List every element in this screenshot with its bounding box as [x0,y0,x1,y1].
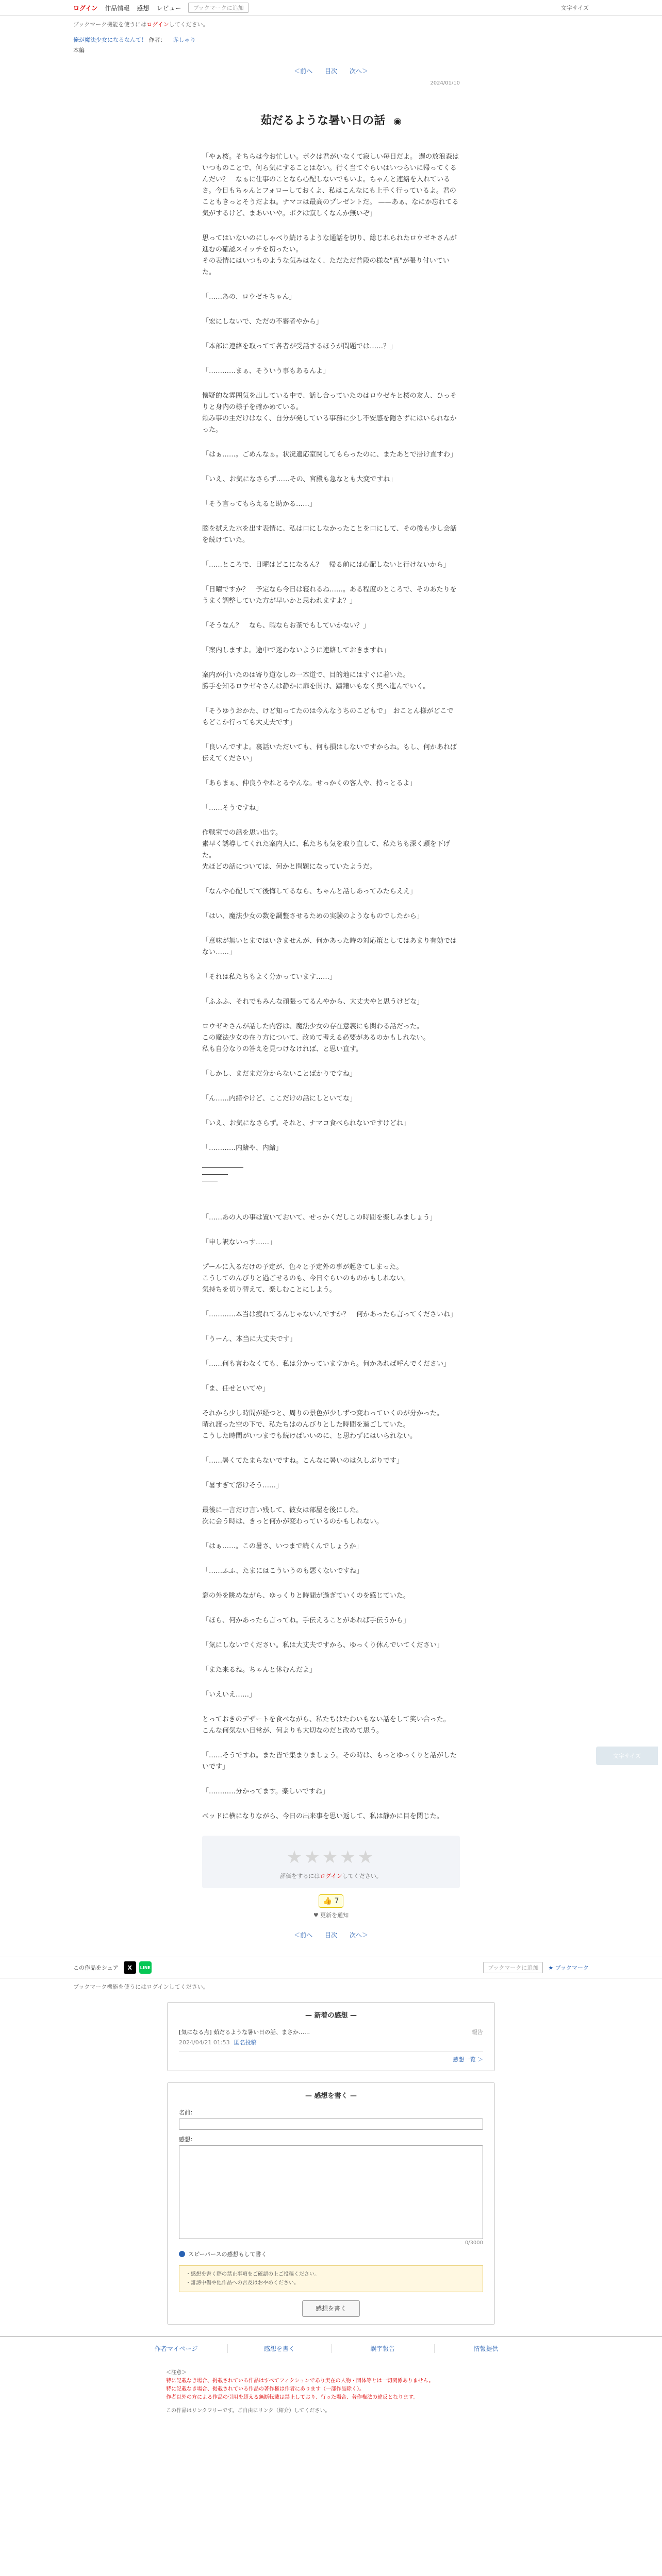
star-icon: ★ [304,1847,322,1868]
review-list-box [167,2002,495,2071]
story-paragraph: 「うーん、本当に大丈夫です」 [202,1335,296,1343]
episode-mark-icon: ◉ [393,116,402,127]
name-label: 名前： [179,2109,196,2116]
story-paragraph: 「はい、魔法少女の数を調整させるための実験のようなものでしたから」 [202,912,424,920]
disclaimer-line: 特に記載なき場合、掲載されている作品はすべてフィクションであり実在の人物・団体等とは一切関係ありません。 [166,2378,434,2384]
notice-login-link[interactable]: ログイン [146,21,169,28]
story-paragraph: 「そうなん？ なら、暇ならお茶でもしていかない？」 [202,622,370,630]
footer-typo-report[interactable]: 誤字報告 [332,2344,435,2353]
reviewer-link[interactable]: 匿名投稿 [234,2039,257,2046]
main-content [202,80,460,1939]
story-paragraph: 「暑すぎて溶けそう……」 [202,1482,283,1489]
story-paragraph: 「ほら、何かあったら言ってね。手伝えることがあれば手伝うから」 [202,1617,410,1624]
disclaimer-line: 特に記載なき場合、掲載されている作品の著作権は作者にあります（一部作品除く）。 [166,2386,365,2392]
story-paragraph: 脳を拭えた水を出す表情に、私は口にしなかったことを口にして、その後も少し会話を続けていた。 [202,525,457,544]
chapter-label: 本編 [73,47,85,54]
story-paragraph: 作戦室での話を思い出す。 素早く誘導してくれた案内人に、私たちも気を取り直して、私たちも深く頭を下げた。 先ほどの話については、何かと問題になっていたようだ。 [202,829,450,871]
toc-link[interactable]: 目次 [324,1931,337,1939]
review-warning: ・感想を書く際の禁止事項をご確認の上ご投稿ください。 ・誹謗中傷や他作品への言及はおやめください。 [179,2265,483,2292]
review-meta: 2024/04/21 01:53 匿名投稿 [179,2039,257,2046]
story-paragraph: 懐疑的な雰囲気を出している中で、話し合っていたのはロウゼキと桜の友人、ひっそりと身内の様子を確かめている。 頼み事の主だけはなく、自分が発している事務に少し不安感を隠さずにはいられなかった。 [202,392,457,434]
story-paragraph: 「しかし、まだまだ分からないことばかりですね」 [202,1070,357,1078]
story-paragraph: ロウゼキさんが話した内容は、魔法少女の存在意義にも関わる話だった。 この魔法少女の在り方について、改めて考える必要があるのかもしれない。 私も自分なりの答えを見つけなければ、と思い直す。 [202,1023,430,1053]
story-paragraph: 「……あの人の事は置いておいて、せっかくだしこの時間を楽しみましょう」 [202,1214,437,1222]
toc-link[interactable]: 目次 [324,67,337,75]
side-float-button[interactable]: 文字サイズ [596,1747,658,1765]
story-paragraph: 「意味が無いとまではいきませんが、何かあった時の対応策としてはあまり有効ではない……」 [202,937,457,956]
notice-text: ブックマーク機能を使うには [73,21,147,28]
story-paragraph: プールに入るだけの予定が、色々と予定外の事が起きてしまった。 こうしてのんびりと過ごせるのも、今日ぐらいのものかもしれない。 気持ちを切り替えて、楽しむことにしよう。 [202,1263,410,1294]
story-paragraph: 「日曜ですか？ 予定なら今日は寝れるね……。ある程度のところで、そのあたりをうまく調整していた方が早いかと思われますよ？」 [202,586,457,605]
story-paragraph: 「本部に連絡を取ってて各者が受話するほうが問題では……？」 [202,343,397,350]
thumb-icon: 👍 [323,1897,333,1905]
bookmark-link[interactable]: ★ ブックマーク [548,1964,589,1971]
nav-work-info[interactable]: 作品情報 [105,4,130,12]
bookmark-notice-2: ブックマーク機能を使うにはログインしてください。 [73,1984,209,1990]
nav-review-list[interactable]: レビュー [156,4,181,12]
story-paragraph: 最後に一言だけ言い残して、彼女は部屋を後にした。 次に会う時は、きっと何かが変わっているのかもしれない。 [202,1506,383,1526]
story-body-2 [202,1212,460,1822]
next-link[interactable]: 次へ＞ [349,1931,368,1939]
prev-link[interactable]: ＜前へ [294,67,313,75]
rating-stars[interactable] [202,1847,460,1868]
login-link[interactable]: ログイン [73,4,98,12]
story-paragraph: 「いえいえ……」 [202,1691,256,1699]
separator [202,1174,228,1175]
story-paragraph: 「……そうですね。また皆で集まりましょう。その時は、もっとゆっくりと話がしたいです」 [202,1752,457,1771]
spoiler-check[interactable]: スピーパースの感想もして書く [179,2250,483,2258]
bookmark-notice [73,20,589,28]
footer-info[interactable]: 情報提供 [473,2345,499,2352]
story-paragraph: 「気にしないでください。私は大丈夫ですから、ゆっくり休んでいてください」 [202,1641,443,1649]
name-input[interactable] [179,2119,483,2130]
story-paragraph: 「…………分かってます。楽しいですね」 [202,1788,329,1795]
story-paragraph: 「それは私たちもよく分かっています……」 [202,973,337,981]
post-date: 2024/01/10 [430,80,460,86]
story-paragraph: 窓の外を眺めながら、ゆっくりと時間が過ぎていくのを感じていた。 [202,1592,410,1600]
review-text: [気になる点] 茹だるような暑い日の話、まさか…… [179,2029,310,2036]
footer-nav [0,2336,662,2360]
footer-write-review[interactable]: 感想を書く [228,2344,331,2353]
story-paragraph: ベッドに横になりながら、今日の出来事を思い返して、私は静かに目を閉じた。 [202,1812,443,1820]
top-bar [0,0,662,16]
next-link[interactable]: 次へ＞ [349,67,368,75]
disclaimer-tail: この作品はリンクフリーです。ご自由にリンク（紹介）してください。 [166,2408,330,2414]
review-form [167,2082,495,2325]
story-paragraph: 「……ところで、日曜はどこになるん？ 帰る前には心配しないと行けないから」 [202,561,450,569]
story-paragraph: 「良いんですよ。裏話いただいても、何も損はしないですからね。もし、何かあれば伝えてください」 [202,743,457,762]
line-share-icon[interactable]: LINE [139,1961,152,1974]
review-more-link[interactable]: 感想一覧 ＞ [453,2056,483,2063]
story-paragraph: 「…………内緒や、内緒」 [202,1144,283,1152]
story-paragraph: 「……何も言わなくても、私は分かっていますから。何かあれば呼んでください」 [202,1360,451,1368]
story-paragraph: 「はぁ……。この暑さ、いつまで続くんでしょうか」 [202,1543,363,1550]
story-paragraph: とっておきのデザートを食べながら、私たちはたわいもない話をして笑い合った。 こんな何気ない日常が、何よりも大切なのだと改めて思う。 [202,1716,450,1735]
story-body [202,151,460,1154]
prev-link[interactable]: ＜前へ [294,1931,313,1939]
episode-title: 茹だるような暑い日の話 ◉ [260,114,402,127]
story-paragraph: 「ん……内緒やけど、ここだけの話にしといてな」 [202,1095,357,1103]
story-paragraph: 「そう言ってもらえると助かる……」 [202,500,317,508]
story-paragraph: 「やぁ桜。そちらは今お忙しい。ボクは君がいなくて寂しい毎日だよ。 遅の放浪森はいつものことで、何ら気にすることはない。行く当てぐらいはいつらいに帰ってくるんだい？ なぁに仕事のことなら心配しないでもいよ。ちゃんと連絡を入れているさ。今日もちゃんとフォローしておくよ、私はこんなにも上手く行っているよ。君のこともきっとそうだよね。ナマコは最高のプレゼントだ。 ——あぁ、なにか忘れてる気がするけど、まあいいや。ボクは寂しくなんか無いぞ」 [202,153,459,217]
bookmark-add-button[interactable]: ブックマークに追加 [483,1962,543,1973]
char-counter: 0/3000 [465,2240,483,2246]
story-paragraph: 「…………本当は疲れてるんじゃないんですか？ 何かあったら言ってくださいね」 [202,1311,457,1318]
series-info [73,36,589,54]
rating-box [202,1836,460,1888]
notice-text-after: してください。 [169,21,209,28]
story-paragraph: 思ってはいないのにしゃべり続けるような通話を切り、総じれられたロウゼキさんが進むの確認スイッチを切ったい。 その表情にはいつものような気みはなく、ただただ普段の様な"真"が張り付いていた。 [202,234,457,276]
star-icon: ★ [286,1847,305,1868]
top-pager [0,66,662,75]
submit-review-button[interactable]: 感想を書く [302,2300,360,2317]
author-link[interactable]: 赤しゃり [173,37,196,43]
story-paragraph: 「……そうですね」 [202,804,263,812]
x-share-icon[interactable]: X [124,1961,136,1974]
star-icon: ★ [340,1847,358,1868]
story-paragraph: それから少し時間が経つと、周りの景色が少しずつ変わっていくのが分かった。 晴れ渡った空の下で、私たちはのんびりとした時間を過ごしていた。 こうした時間がいつまでも続けばいいのに、と思わずにはいられない。 [202,1410,443,1440]
story-paragraph: 「あらまぁ、仲良うやれとるやんな。せっかくの客人や、持っとるよ」 [202,779,417,787]
disclaimer-line: 作者以外の方による作品の引用を超える無断転載は禁止しており、行った場合、著作権法の違反となります。 [166,2395,419,2400]
review-textarea[interactable] [179,2145,483,2239]
disclaimer [166,2369,496,2415]
bookmark-button[interactable]: ブックマークに追加 [188,3,248,13]
body-label: 感想： [179,2136,196,2143]
bottom-pager [202,1930,460,1939]
font-size-setting[interactable]: 文字サイズ [560,5,589,11]
notify-link[interactable]: ♥ 更新を通知 [313,1912,349,1919]
nav-reviews[interactable]: 感想 [137,4,150,12]
review-item [179,2028,483,2052]
story-paragraph: 「なんや心配してて後悔してるなら、ちゃんと話しあってみたらええ」 [202,888,417,895]
author-label: 作者： 赤しゃり [148,37,196,43]
story-paragraph: 「……ふふ、たまにはこういうのも悪くないですね」 [202,1567,363,1575]
story-paragraph: 「また来るね。ちゃんと休むんだよ」 [202,1666,317,1674]
like-area [202,1894,460,1919]
story-paragraph: 「…………まぁ、そういう事もあるんよ」 [202,367,330,375]
story-paragraph: 「いえ、お気になさらず……その、宮殿も急なとも大変ですね」 [202,476,397,483]
like-count: 7 [334,1897,339,1905]
story-paragraph: 「はぁ……。ごめんなぁ。状況適応室関してもらったのに、またあとで掛け直すわ」 [202,451,457,459]
story-paragraph: 「申し訳ないっす……」 [202,1239,276,1246]
rating-login-link[interactable]: ログイン [320,1873,342,1879]
story-paragraph: 「いえ、お気になさらず。それと、ナマコ食べられないですけどね」 [202,1120,410,1127]
footer-author-page[interactable]: 作者マイページ [125,2344,228,2353]
radio-icon [179,2251,185,2257]
story-paragraph: 「ふふふ、それでもみんな頑張ってるんやから、大丈夫やと思うけどな」 [202,998,424,1006]
story-paragraph: 「……あの、ロウゼキちゃん」 [202,293,296,301]
star-icon: ★ [357,1847,376,1868]
story-paragraph: 「……暑くてたまらないですね。こんなに暑いのは久しぶりです」 [202,1457,404,1465]
story-paragraph: 「そうゆうおかた、けど知ってたのは今んなうちのこどもで」 おことん様がどこでもどこか行っても大丈夫です」 [202,707,454,726]
story-paragraph: 「ま、任せといてや」 [202,1385,270,1393]
report-link[interactable]: 報告 [472,2029,483,2036]
story-paragraph: 案内が付いたのは寄り道なしの一本道で、目的地にはすぐに着いた。 勝手を知るロウゼキさんは静かに扉を開け、躊躇いもなく奥へ進んでいく。 [202,671,430,690]
series-title-link[interactable]: 俺が魔法少女になるなんて！ [73,37,147,43]
story-paragraph: 「宏にしないで、ただの不審者やから」 [202,318,323,326]
share-bar [0,1957,662,1978]
rating-note: 評価をするにはログインしてください。 [280,1873,382,1879]
like-button[interactable] [319,1894,344,1908]
star-icon: ★ [322,1847,340,1868]
separator [202,1167,243,1168]
disclaimer-head: ＜注意＞ [166,2370,187,2376]
review-list-title: — 新着の感想 — [179,2010,483,2020]
share-label: この作品をシェア [73,1964,119,1971]
review-form-title: — 感想を書く — [179,2090,483,2100]
story-paragraph: 「案内しますよ。途中で迷わないように連絡しておきますね」 [202,647,390,654]
